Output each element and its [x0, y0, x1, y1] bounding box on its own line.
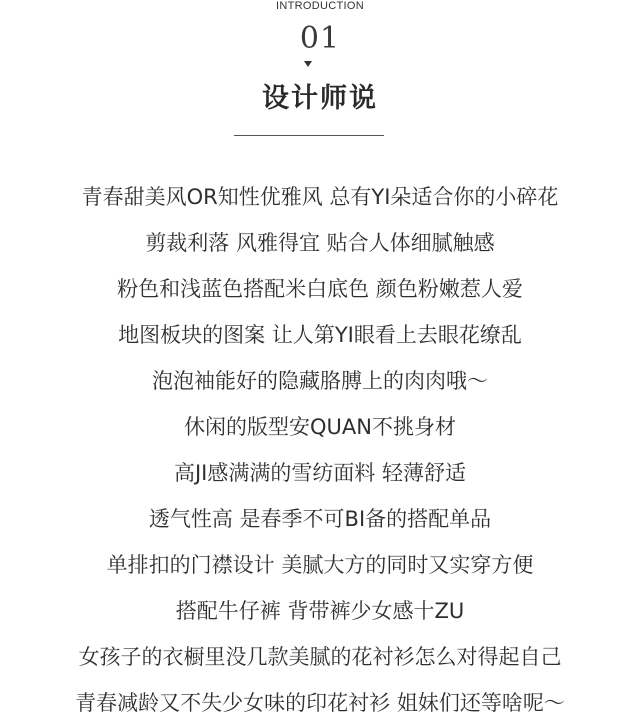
note-line: 透气性高 是春季不可BI备的搭配单品 — [148, 507, 492, 531]
title-divider — [234, 135, 384, 136]
note-line: 单排扣的门襟设计 美腻大方的同时又实穿方便 — [106, 553, 534, 577]
note-line: 休闲的版型安QUAN不挑身材 — [184, 415, 456, 439]
note-line: 粉色和浅蓝色搭配米白底色 颜色粉嫩惹人爱 — [117, 277, 523, 301]
section-number: 01 — [299, 21, 341, 56]
note-line: 青春甜美风OR知性优雅风 总有YI朵适合你的小碎花 — [81, 185, 559, 209]
note-line: 搭配牛仔裤 背带裤少女感十ZU — [175, 599, 465, 623]
section-title: 设计师说 — [262, 83, 378, 114]
note-line: 泡泡袖能好的隐藏胳膊上的肉肉哦～ — [152, 369, 488, 393]
note-line: 剪裁利落 风雅得宜 贴合人体细腻触感 — [145, 231, 495, 255]
note-line: 地图板块的图案 让人第YI眼看上去眼花缭乱 — [118, 323, 522, 347]
section-eyebrow: INTRODUCTION — [276, 0, 364, 12]
triangle-down-icon — [304, 61, 312, 67]
note-line: 女孩子的衣橱里没几款美腻的花衬衫怎么对得起自己 — [78, 645, 562, 669]
designer-notes — [0, 176, 640, 728]
note-line: 青春减龄又不失少女味的印花衬衫 姐妹们还等啥呢～ — [75, 691, 565, 715]
note-line: 高JI感满满的雪纺面料 轻薄舒适 — [173, 461, 467, 485]
